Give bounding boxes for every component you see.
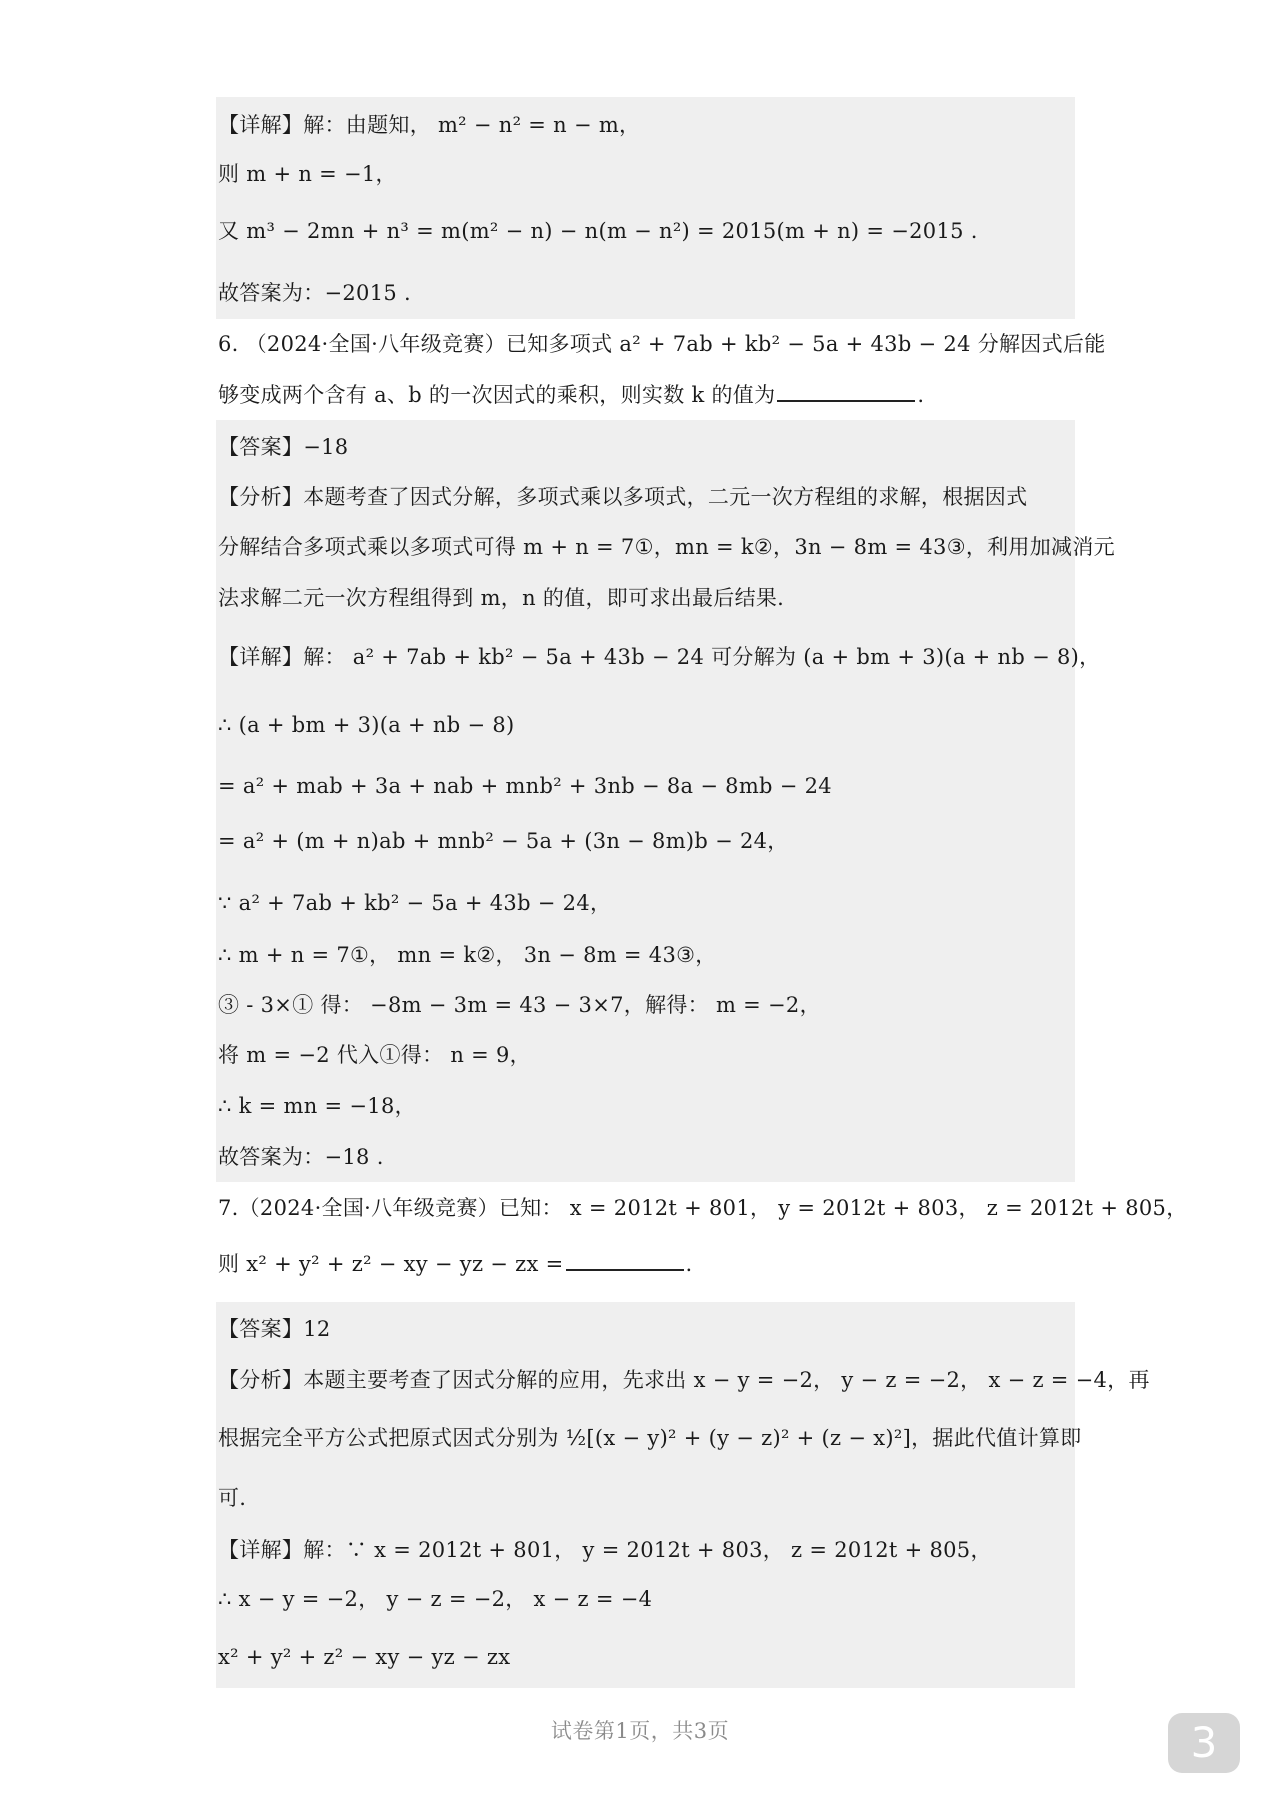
- solution-line: 【详解】解：∵ x = 2012t + 801， y = 2012t + 803， z = 2012t + 805，: [218, 1538, 992, 1562]
- page-number-badge: 3: [1168, 1713, 1240, 1773]
- solution-line: x² + y² + z² − xy − yz − zx: [218, 1645, 511, 1669]
- solution-line: 【详解】解： a² + 7ab + kb² − 5a + 43b − 24 可分解为 (a + bm + 3)(a + nb − 8)，: [218, 645, 1101, 669]
- solution-line: = a² + mab + 3a + nab + mnb² + 3nb − 8a − 8mb − 24: [218, 774, 832, 798]
- analysis-line: 分解结合多项式乘以多项式可得 m + n = 7①，mn = k②，3n − 8m = 43③，利用加减消元: [218, 535, 1115, 559]
- period: .: [917, 383, 925, 407]
- text-line: 【详解】解：由题知， m² − n² = n − m，: [218, 113, 641, 137]
- solution-line: 故答案为：−18 .: [218, 1145, 384, 1169]
- analysis-line: 【分析】本题考查了因式分解，多项式乘以多项式，二元一次方程组的求解，根据因式: [218, 485, 1028, 509]
- solution-line: ∴ x − y = −2， y − z = −2， x − z = −4: [218, 1587, 653, 1611]
- question-6-line: [218, 381, 924, 409]
- solution-line: ③ - 3×① 得： −8m − 3m = 43 − 3×7，解得： m = −2，: [218, 993, 821, 1017]
- text-line: 则 m + n = −1，: [218, 162, 397, 186]
- answer-line: 【答案】12: [218, 1317, 331, 1341]
- analysis-line: 【分析】本题主要考查了因式分解的应用，先求出 x − y = −2， y − z = −2， x − z = −4，再: [218, 1368, 1150, 1392]
- analysis-line: 根据完全平方公式把原式因式分别为 ½[(x − y)² + (y − z)² + (z − x)²]，据此代值计算即: [218, 1426, 1082, 1450]
- question-6-line: 6. （2024·全国·八年级竞赛）已知多项式 a² + 7ab + kb² − 5a + 43b − 24 分解因式后能: [218, 332, 1106, 356]
- solution-line: = a² + (m + n)ab + mnb² − 5a + (3n − 8m)b − 24，: [218, 829, 789, 853]
- solution-line: ∴ (a + bm + 3)(a + nb − 8): [218, 713, 515, 737]
- question-6-text: 够变成两个含有 a、b 的一次因式的乘积，则实数 k 的值为: [218, 383, 776, 407]
- answer-blank: [566, 1251, 684, 1271]
- answer-blank: [777, 382, 915, 402]
- page-footer: 试卷第1页，共3页: [550, 1719, 730, 1743]
- solution-line: ∵ a² + 7ab + kb² − 5a + 43b − 24，: [218, 891, 612, 915]
- text-line: 又 m³ − 2mn + n³ = m(m² − n) − n(m − n²) = 2015(m + n) = −2015 .: [218, 219, 978, 243]
- analysis-line: 可.: [218, 1486, 247, 1510]
- solution-line: 将 m = −2 代入①得： n = 9，: [218, 1043, 531, 1067]
- solution-line: ∴ k = mn = −18，: [218, 1094, 416, 1118]
- solution-block-7: [216, 1302, 1075, 1688]
- solution-line: ∴ m + n = 7①， mn = k②， 3n − 8m = 43③，: [218, 943, 717, 967]
- question-7-line: 7.（2024·全国·八年级竞赛）已知： x = 2012t + 801， y = 2012t + 803， z = 2012t + 805，: [218, 1196, 1188, 1220]
- analysis-line: 法求解二元一次方程组得到 m，n 的值，即可求出最后结果.: [218, 586, 785, 610]
- text-line: 故答案为：−2015 .: [218, 281, 411, 305]
- question-7-line: [218, 1250, 693, 1278]
- question-7-text: 则 x² + y² + z² − xy − yz − zx =: [218, 1252, 564, 1276]
- period: .: [685, 1252, 693, 1276]
- answer-line: 【答案】−18: [218, 435, 349, 459]
